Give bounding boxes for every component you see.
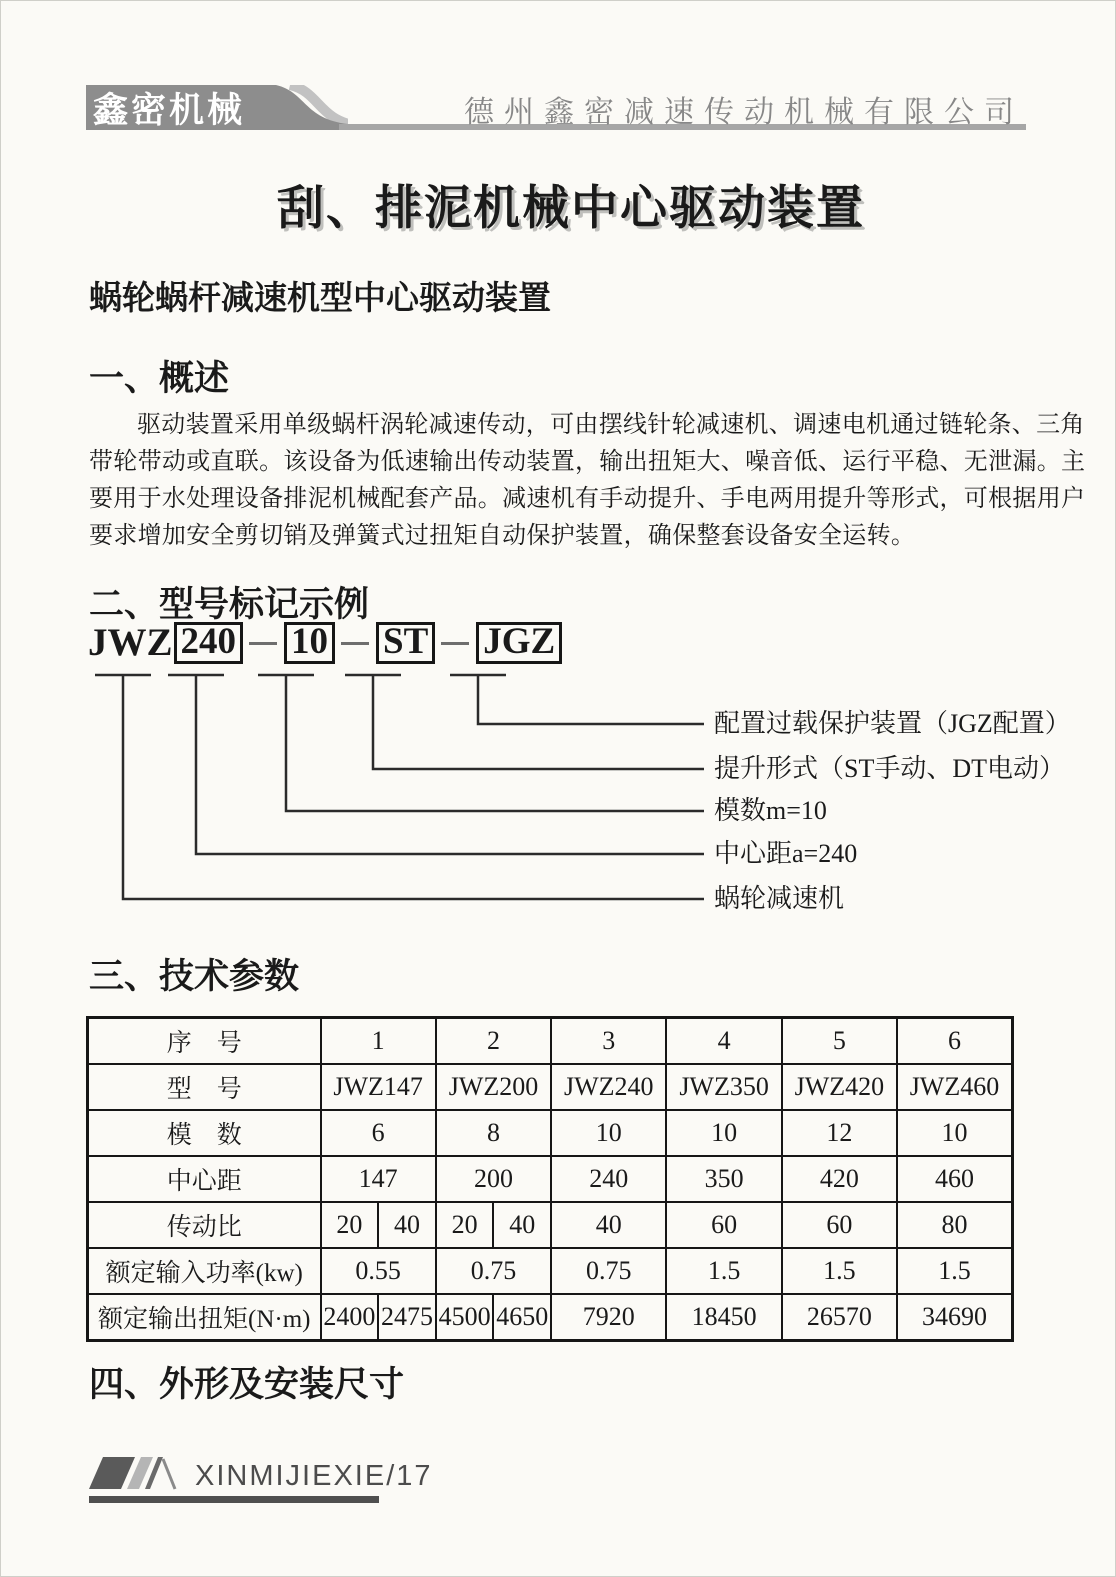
table-cell: 2 <box>436 1018 551 1065</box>
table-cell: 12 <box>782 1110 897 1156</box>
table-cell: 40 <box>551 1202 666 1248</box>
row-label: 额定输出扭矩(N·m) <box>88 1294 321 1341</box>
model-dash <box>341 642 369 645</box>
brand-logo-text: 鑫密机械 <box>92 90 245 130</box>
table-cell: 350 <box>666 1156 781 1202</box>
paragraph-line: 驱动装置采用单级蜗杆涡轮减速传动，可由摆线针轮减速机、调速电机通过链轮条、三角 <box>137 412 1085 438</box>
callout-line-center-distance <box>168 675 704 854</box>
footer-logo-backslash <box>163 1459 175 1489</box>
table-cell: 20 <box>321 1202 379 1248</box>
row-label: 传动比 <box>88 1202 321 1248</box>
callout-line-worm-reducer <box>95 675 704 899</box>
callout-line-module <box>258 675 704 811</box>
table-cell: 18450 <box>666 1294 781 1341</box>
table-cell: 1 <box>321 1018 436 1065</box>
table-cell: 0.75 <box>436 1248 551 1294</box>
table-row-module <box>88 1110 1013 1156</box>
table-cell: 40 <box>378 1202 436 1248</box>
model-designation-strip <box>88 622 562 664</box>
table-cell: 1.5 <box>666 1248 781 1294</box>
table-cell: JWZ420 <box>782 1064 897 1110</box>
row-label: 中心距 <box>88 1156 321 1202</box>
callout-line-lift-type <box>345 675 704 769</box>
table-cell: 240 <box>551 1156 666 1202</box>
row-label: 模 数 <box>88 1110 321 1156</box>
table-cell: 40 <box>493 1202 551 1248</box>
table-cell: 0.55 <box>321 1248 436 1294</box>
model-dash <box>441 642 469 645</box>
model-box-center-distance: 240 <box>174 622 244 664</box>
table-cell: 4500 <box>436 1294 494 1341</box>
callout-label-worm-reducer: 蜗轮减速机 <box>714 884 845 913</box>
model-prefix: JWZ <box>88 621 173 664</box>
model-box-lift-type: ST <box>376 622 435 664</box>
table-cell: 6 <box>897 1018 1012 1065</box>
table-cell: JWZ240 <box>551 1064 666 1110</box>
section-heading-dimensions: 四、外形及安装尺寸 <box>89 1365 405 1404</box>
table-cell: 4 <box>666 1018 781 1065</box>
row-label: 型 号 <box>88 1064 321 1110</box>
callout-line-protection <box>450 675 704 724</box>
table-cell: 6 <box>321 1110 436 1156</box>
page-title: 刮、排泥机械中心驱动装置 <box>277 183 865 235</box>
section-heading-model-example: 二、型号标记示例 <box>89 585 370 624</box>
table-cell: 5 <box>782 1018 897 1065</box>
table-cell: 34690 <box>897 1294 1012 1341</box>
paragraph-line: 要用于水处理设备排泥机械配套产品。减速机有手动提升、手电两用提升等形式，可根据用户 <box>89 486 1086 512</box>
table-cell: 147 <box>321 1156 436 1202</box>
table-row-center-distance <box>88 1156 1013 1202</box>
table-cell: 3 <box>551 1018 666 1065</box>
table-cell: 1.5 <box>897 1248 1012 1294</box>
company-name: 德州鑫密减速传动机械有限公司 <box>464 96 1024 129</box>
page-subtitle: 蜗轮蜗杆减速机型中心驱动装置 <box>89 281 551 317</box>
table-row-index <box>88 1018 1013 1065</box>
table-cell: 10 <box>666 1110 781 1156</box>
table-cell: 2400 <box>321 1294 379 1341</box>
table-cell: 8 <box>436 1110 551 1156</box>
table-cell: 60 <box>666 1202 781 1248</box>
table-cell: JWZ350 <box>666 1064 781 1110</box>
specs-table <box>86 1016 1014 1342</box>
model-box-module: 10 <box>284 622 335 664</box>
table-cell: 460 <box>897 1156 1012 1202</box>
footer-rule-bar <box>89 1496 379 1503</box>
table-cell: 420 <box>782 1156 897 1202</box>
table-cell: JWZ200 <box>436 1064 551 1110</box>
overview-paragraph <box>89 407 1086 555</box>
brand-logo-block <box>86 85 252 130</box>
table-cell: 200 <box>436 1156 551 1202</box>
row-label: 额定输入功率(kw) <box>88 1248 321 1294</box>
table-row-output-torque <box>88 1294 1013 1341</box>
table-cell: 1.5 <box>782 1248 897 1294</box>
footer-brand-text: XINMIJIEXIE/17 <box>195 1460 433 1492</box>
callout-label-protection: 配置过载保护装置（JGZ配置） <box>714 709 1071 738</box>
table-cell: 80 <box>897 1202 1012 1248</box>
table-row-model <box>88 1064 1013 1110</box>
callout-label-lift-type: 提升形式（ST手动、DT电动） <box>714 754 1066 783</box>
table-cell: 4650 <box>493 1294 551 1341</box>
table-cell: 60 <box>782 1202 897 1248</box>
section-heading-overview: 一、概述 <box>89 359 230 398</box>
table-cell: 10 <box>897 1110 1012 1156</box>
model-callout-diagram <box>86 664 1031 916</box>
table-cell: JWZ147 <box>321 1064 436 1110</box>
table-cell: 7920 <box>551 1294 666 1341</box>
table-row-ratio <box>88 1202 1013 1248</box>
table-cell: 2475 <box>378 1294 436 1341</box>
table-cell: 0.75 <box>551 1248 666 1294</box>
model-dash <box>249 642 277 645</box>
paragraph-line: 要求增加安全剪切销及弹簧式过扭矩自动保护装置，确保整套设备安全运转。 <box>89 523 916 549</box>
callout-label-module: 模数m=10 <box>714 796 827 825</box>
footer-logo-dark-parallelogram <box>89 1457 135 1489</box>
row-label: 序 号 <box>88 1018 321 1065</box>
paragraph-line: 带轮带动或直联。该设备为低速输出传动装置，输出扭矩大、噪音低、运行平稳、无泄漏。主 <box>89 449 1086 475</box>
table-row-input-power <box>88 1248 1013 1294</box>
model-box-protection: JGZ <box>476 622 562 664</box>
table-cell: 20 <box>436 1202 494 1248</box>
table-cell: JWZ460 <box>897 1064 1012 1110</box>
table-cell: 10 <box>551 1110 666 1156</box>
footer-logo-icon <box>87 1453 197 1493</box>
logo-swoosh-shape <box>252 85 348 130</box>
callout-label-center-distance: 中心距a=240 <box>714 839 858 868</box>
section-heading-parameters: 三、技术参数 <box>89 957 300 996</box>
table-cell: 26570 <box>782 1294 897 1341</box>
